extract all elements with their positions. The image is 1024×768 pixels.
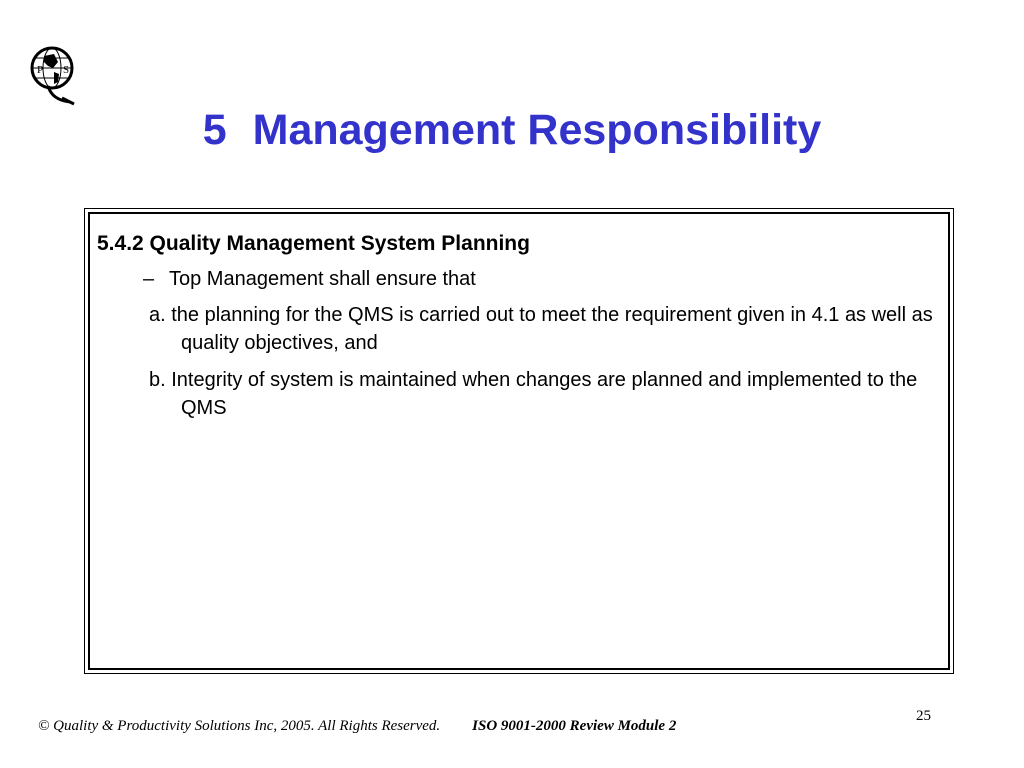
bullet-text: Top Management shall ensure that [169,268,476,290]
module-label: ISO 9001-2000 Review Module 2 [472,718,677,734]
page-number: 25 [916,708,931,724]
sub-item-b: b. Integrity of system is maintained when changes are planned and implemented to the QMS [149,369,918,419]
slide-title [0,106,1024,155]
title-text: Management Responsibility [252,106,822,154]
sub-item-a: a. the planning for the QMS is carried out to meet the requirement given in 4.1 as well as quality objectives, and [149,304,933,354]
title-number: 5 [202,106,227,154]
content-body [97,230,933,422]
svg-text:P: P [37,64,44,76]
svg-text:S: S [63,64,70,76]
bullet-item [143,266,927,292]
company-logo-icon [26,42,82,108]
dash-bullet: – [143,268,155,290]
copyright-text: © Quality & Productivity Solutions Inc, 2005. All Rights Reserved. [38,718,441,734]
footer [38,718,676,735]
section-heading: 5.4.2 Quality Management System Planning [97,232,530,255]
